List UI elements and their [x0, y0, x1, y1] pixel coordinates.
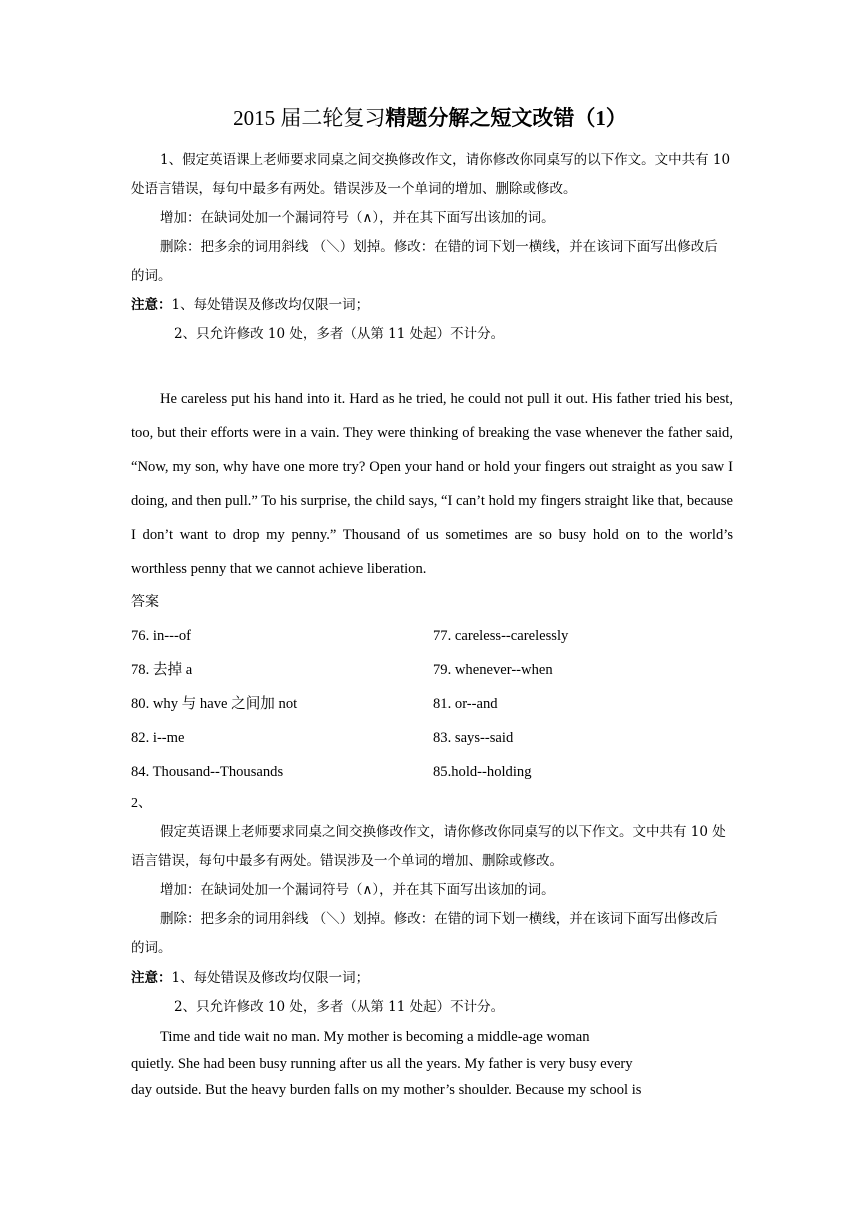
passage-2-line: day outside. But the heavy burden falls on my mother’s shoulder. Because my school is: [131, 1082, 642, 1098]
instruction-delete: 删除：把多余的词用斜线 （＼）划掉。修改：在错的词下划一横线，并在该词下面写出修改后的词。: [131, 239, 718, 284]
answer-item: 76. in---of: [131, 628, 191, 644]
answer-item: 79. whenever--when: [433, 662, 553, 678]
answer-item: 83. says--said: [433, 730, 514, 746]
note-line-2: 2、只允许修改 10 处，多者（从第 11 处起）不计分。: [174, 326, 505, 342]
page-title: [0, 104, 860, 132]
instruction-paragraph-1: 1、假定英语课上老师要求同桌之间交换修改作文，请你修改你同桌写的以下作文。文中共有 10 处语言错误，每句中最多有两处。错误涉及一个单词的增加、删除或修改。: [131, 152, 731, 197]
title-bold: 精题分解之短文改错（1）: [385, 106, 627, 130]
answer-item: 85.hold--holding: [433, 764, 532, 780]
instruction-delete-2: 删除：把多余的词用斜线 （＼）划掉。修改：在错的词下划一横线，并在该词下面写出修改后的词。: [131, 911, 718, 956]
instruction-add-2: 增加：在缺词处加一个漏词符号（∧），并在其下面写出该加的词。: [160, 882, 555, 898]
passage-2-line: quietly. She had been busy running after us all the years. My father is very busy every: [131, 1055, 633, 1072]
passage-1: He careless put his hand into it. Hard as he tried, he could not pull it out. His father tried his best, too, but their efforts were in a vain. They were thinking of breaking the vase whenever the father said, “Now, my son, why have one more try? Open your hand or hold your fingers out straight as you saw I doing, and then pull.” To his surprise, the child says, “I can’t hold my fingers straight like that, because I don’t want to drop my penny.” Thousand of us sometimes are so busy hold on to the world’s worthless penny that we cannot achieve liberation.: [131, 391, 733, 577]
answer-item: 80. why 与 have 之间加 not: [131, 696, 298, 712]
passage-2-line: Time and tide wait no man. My mother is becoming a middle-age woman: [160, 1029, 590, 1045]
instruction-add: 增加：在缺词处加一个漏词符号（∧），并在其下面写出该加的词。: [160, 210, 555, 226]
answer-item: 77. careless--carelessly: [433, 628, 569, 644]
title-normal: 2015 届二轮复习: [233, 106, 386, 130]
answer-item: 84. Thousand--Thousands: [131, 764, 284, 780]
passage-2: [131, 1024, 691, 1104]
note-item-1-2: 1、每处错误及修改均仅限一词；: [171, 970, 370, 986]
answers-label: 答案: [131, 594, 159, 610]
note-line-1-2: [131, 964, 731, 993]
section-2-number: 2、: [131, 796, 152, 811]
instruction-paragraph-2: 假定英语课上老师要求同桌之间交换修改作文，请你修改你同桌写的以下作文。文中共有 10 处语言错误，每句中最多有两处。错误涉及一个单词的增加、删除或修改。: [131, 824, 726, 869]
note-item-1: 1、每处错误及修改均仅限一词；: [171, 297, 370, 313]
note-label-2: 注意：: [131, 970, 172, 986]
answer-item: 81. or--and: [433, 696, 498, 712]
note-line-1: [131, 291, 731, 320]
note-line-2-2: 2、只允许修改 10 处，多者（从第 11 处起）不计分。: [174, 999, 505, 1015]
answer-item: 78. 去掉 a: [131, 662, 193, 678]
answer-item: 82. i--me: [131, 730, 185, 746]
note-label: 注意：: [131, 297, 172, 313]
